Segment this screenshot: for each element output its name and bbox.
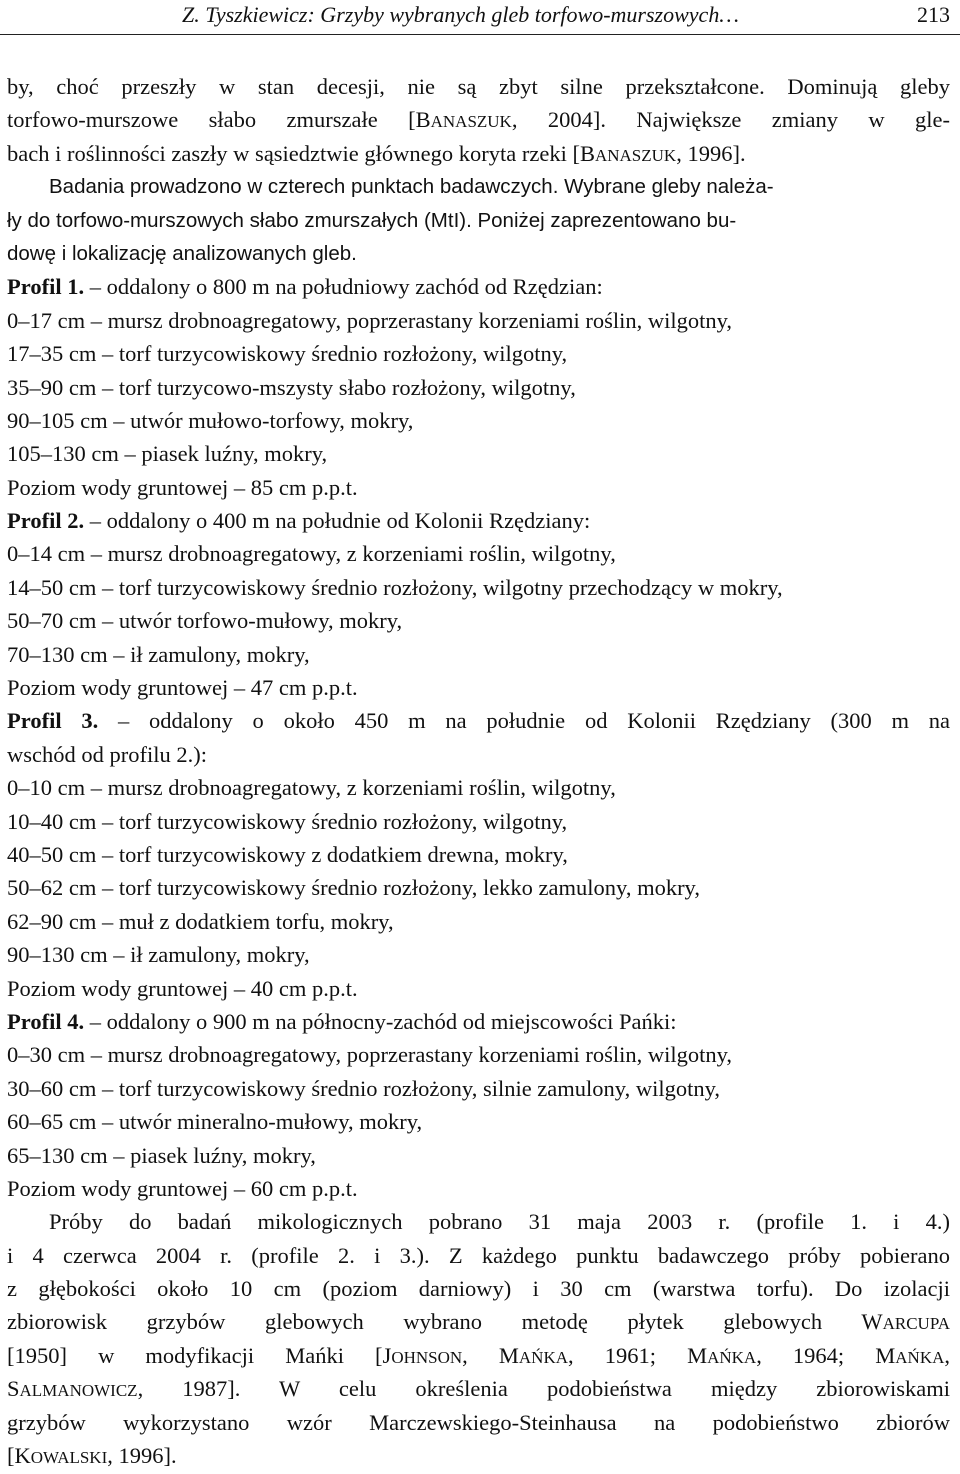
text-line: ły do torfowo-murszowych słabo zmurszałych (MtI). Poniżej zaprezentowano bu- <box>7 208 737 232</box>
groundwater-level: Poziom wody gruntowej – 47 cm p.p.t. <box>7 675 358 701</box>
soil-layer: 35–90 cm – torf turzycowo-mszysty słabo rozłożony, wilgotny, <box>7 374 576 400</box>
soil-layer: 90–130 cm – ił zamulony, mokry, <box>7 942 310 968</box>
header-rule <box>0 34 960 35</box>
text-line: i 4 czerwca 2004 r. (profile 2. i 3.). Z każdego punktu badawczego próby pobierano <box>7 1242 950 1268</box>
profiles-section <box>7 270 950 1205</box>
profile-label: Profil 1. <box>7 274 85 300</box>
soil-layer: 60–65 cm – utwór mineralno-mułowy, mokry, <box>7 1109 423 1135</box>
author-smallcaps: B <box>579 140 595 166</box>
text-line: dowę i lokalizację analizowanych gleb. <box>7 241 357 265</box>
profile-label: Profil 4. <box>7 1008 85 1034</box>
running-header <box>0 0 960 40</box>
groundwater-level: Poziom wody gruntowej – 40 cm p.p.t. <box>7 975 358 1001</box>
profile-heading <box>7 504 950 537</box>
profile-heading <box>7 270 950 303</box>
profile-description: wschód od profilu 2.): <box>7 741 207 767</box>
profile-description: – oddalony o 900 m na północny-zachód od miejscowości Pańki: <box>89 1008 677 1034</box>
soil-layer: 62–90 cm – muł z dodatkiem torfu, mokry, <box>7 908 394 934</box>
text-line: [KOWALSKI, 1996]. <box>7 1443 177 1469</box>
page-body <box>7 70 950 1472</box>
text-line: Próby do badań mikologicznych pobrano 31 maja 2003 r. (profile 1. i 4.) <box>49 1209 950 1235</box>
text-line: grzybów wykorzystano wzór Marczewskiego-Steinhausa na podobieństwo zbiorów <box>7 1409 950 1435</box>
author-smallcaps: W <box>861 1309 883 1335</box>
text-line: [1950] w modyfikacji Mańki [JOHNSON, MAŃKA, 1961; MAŃKA, 1964; MAŃKA, <box>7 1342 950 1368</box>
soil-layer: 14–50 cm – torf turzycowiskowy średnio rozłożony, wilgotny przechodzący w mokry, <box>7 574 783 600</box>
text-line: Badania prowadzono w czterech punktach badawczych. Wybrane gleby należa- <box>49 175 774 199</box>
text-line: by, choć przeszły w stan decesji, nie są zbyt silne przekształcone. Dominują gleby <box>7 74 950 99</box>
author-smallcaps: B <box>415 107 431 133</box>
soil-layer: 0–17 cm – mursz drobnoagregatowy, poprzerastany korzeniami roślin, wilgotny, <box>7 307 733 333</box>
soil-layer: 50–70 cm – utwór torfowo-mułowy, mokry, <box>7 608 403 634</box>
text-line: z głębokości około 10 cm (poziom darniowy) i 30 cm (warstwa torfu). Do izolacji <box>7 1276 950 1302</box>
soil-layer: 40–50 cm – torf turzycowiskowy z dodatkiem drewna, mokry, <box>7 841 568 867</box>
profile-heading <box>7 1005 950 1038</box>
profile-heading-continued <box>7 738 950 771</box>
running-title: Z. Tyszkiewicz: Grzyby wybranych gleb torfowo-murszowych… <box>182 2 739 27</box>
profile-description: – oddalony o 400 m na południe od Kolonii Rzędziany: <box>89 508 591 534</box>
soil-layer: 50–62 cm – torf turzycowiskowy średnio rozłożony, lekko zamulony, mokry, <box>7 875 700 901</box>
text-line: zbiorowisk grzybów glebowych wybrano metodę płytek glebowych WARCUPA <box>7 1309 950 1335</box>
soil-layer: 105–130 cm – piasek luźny, mokry, <box>7 441 328 467</box>
profile-label: Profil 2. <box>7 508 85 534</box>
profile-label: Profil 3. <box>7 708 99 734</box>
soil-layer: 90–105 cm – utwór mułowo-torfowy, mokry, <box>7 407 414 433</box>
text-line: SALMANOWICZ, 1987]. W celu określenia podobieństwa między zbiorowiskami <box>7 1376 950 1402</box>
soil-layer: 0–10 cm – mursz drobnoagregatowy, z korzeniami roślin, wilgotny, <box>7 775 616 801</box>
text-line: bach i roślinności zaszły w sąsiedztwie głównego koryta rzeki [BANASZUK, 1996]. <box>7 140 746 166</box>
soil-layer: 0–30 cm – mursz drobnoagregatowy, poprzerastany korzeniami roślin, wilgotny, <box>7 1042 733 1068</box>
groundwater-level: Poziom wody gruntowej – 60 cm p.p.t. <box>7 1175 358 1201</box>
soil-layer: 17–35 cm – torf turzycowiskowy średnio rozłożony, wilgotny, <box>7 341 568 367</box>
text-line: torfowo-murszowe słabo zmurszałe [BANASZUK, 2004]. Największe zmiany w gle- <box>7 107 950 133</box>
groundwater-level: Poziom wody gruntowej – 85 cm p.p.t. <box>7 474 358 500</box>
profile-description: – oddalony o 800 m na południowy zachód od Rzędzian: <box>89 274 603 300</box>
profile-heading <box>7 704 950 737</box>
soil-layer: 70–130 cm – ił zamulony, mokry, <box>7 641 310 667</box>
soil-layer: 10–40 cm – torf turzycowiskowy średnio rozłożony, wilgotny, <box>7 808 568 834</box>
soil-layer: 30–60 cm – torf turzycowiskowy średnio rozłożony, silnie zamulony, wilgotny, <box>7 1075 720 1101</box>
page-number: 213 <box>917 2 950 27</box>
soil-layer: 65–130 cm – piasek luźny, mokry, <box>7 1142 316 1168</box>
soil-layer: 0–14 cm – mursz drobnoagregatowy, z korzeniami roślin, wilgotny, <box>7 541 616 567</box>
profile-description: – oddalony o około 450 m na południe od Kolonii Rzędziany (300 m na <box>118 708 951 734</box>
